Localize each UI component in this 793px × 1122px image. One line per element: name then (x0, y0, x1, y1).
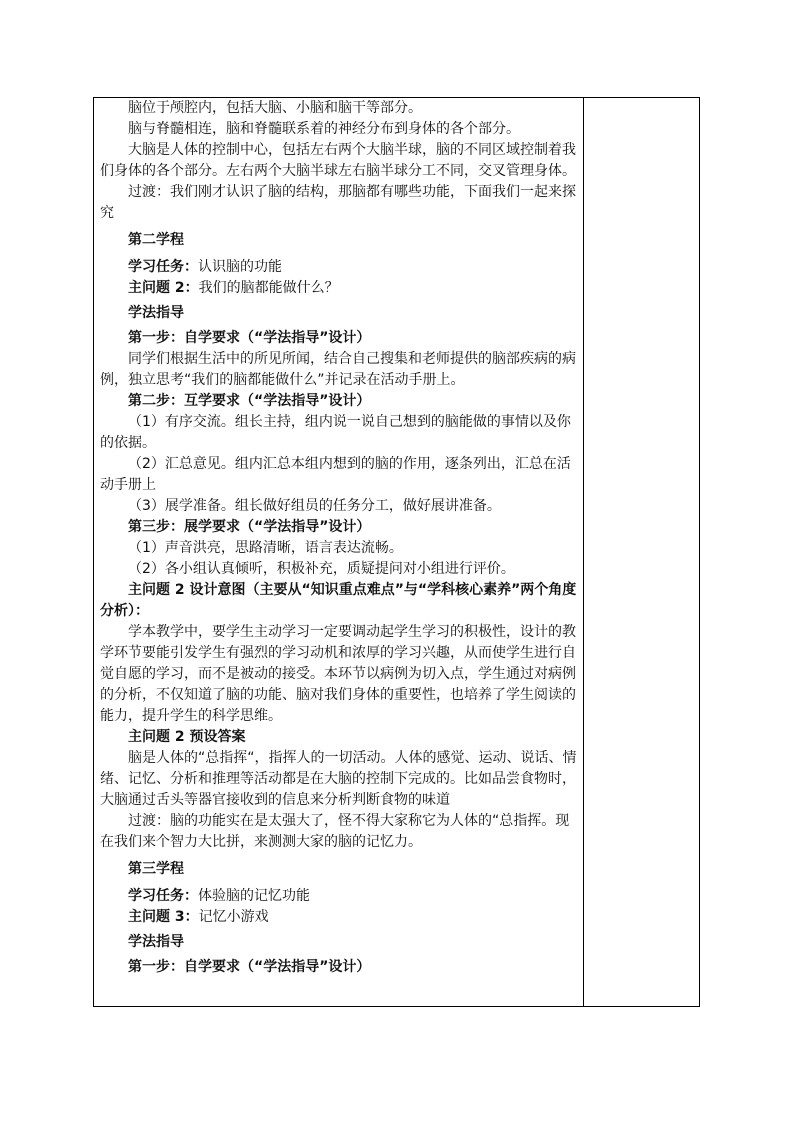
list-item: （2）汇总意见。组内汇总本组内想到的脑的作用，逐条列出，汇总在活动手册上 (100, 456, 571, 493)
list-item: （1）有序交流。组长主持，组内说一说自己想到的脑能做的事情以及你的依据。 (100, 414, 571, 451)
task-label: 学习任务： (128, 888, 198, 904)
question-label: 主问题 2： (128, 280, 199, 296)
paragraph: 同学们根据生活中的所见所闻，结合自己搜集和老师提供的脑部疾病的病例，独立思考“我们的脑都能做什么”并记录在活动手册上。 (100, 351, 576, 388)
paragraph: 学本教学中，要学生主动学习一定要调动起学生学习的积极性，设计的教学环节要能引发学生有强烈的学习动机和浓厚的学习兴趣，从而使学生进行自觉自愿的学习，而不是被动的接受。本环节以病例为切入点，学生通过对病例的分析，不仅知道了脑的功能、脑对我们身体的重要性，也培养了学生阅读的能力，提升学生的科学思维。 (100, 624, 576, 724)
task-label: 学习任务： (128, 259, 198, 275)
step-heading: 第三步：展学要求（“学法指导”设计） (128, 519, 371, 535)
paragraph: 过渡：脑的功能实在是太强大了，怪不得大家称它为人体的“总指挥。现在我们来个智力大比拼，来测测大家的脑的记忆力。 (100, 813, 570, 850)
subheading: 学法指导 (128, 305, 184, 321)
table-column-divider (583, 97, 584, 1007)
list-item: （1）声音洪亮，思路清晰，语言表达流畅。 (128, 540, 403, 556)
lesson-content-cell (100, 98, 578, 978)
paragraph: 脑与脊髓相连，脑和脊髓联系着的神经分布到身体的各个部分。 (128, 121, 520, 137)
section-heading: 第三学程 (128, 861, 184, 877)
question-line (100, 907, 578, 928)
task-line (100, 886, 578, 907)
subheading: 学法指导 (128, 934, 184, 950)
question-label: 主问题 3： (128, 909, 199, 925)
question-value: 我们的脑都能做什么？ (198, 280, 339, 296)
question-line (100, 278, 578, 299)
step-heading: 第一步：自学要求（“学法指导”设计） (128, 330, 371, 346)
question-value: 记忆小游戏 (198, 909, 269, 925)
paragraph: 脑是人体的“总指挥“，指挥人的一切活动。人体的感觉、运动、说话、情绪、记忆、分析和推理等活动都是在大脑的控制下完成的。比如品尝食物时，大脑通过舌头等器官接收到的信息来分析判断食物的味道 (100, 750, 577, 808)
step-heading: 第一步：自学要求（“学法指导”设计） (128, 959, 371, 975)
task-value: 体验脑的记忆功能 (198, 888, 310, 904)
paragraph: 过渡：我们刚才认识了脑的结构，那脑都有哪些功能，下面我们一起来探究 (100, 184, 576, 221)
task-value: 认识脑的功能 (198, 259, 282, 275)
list-item: （2）各小组认真倾听，积极补充，质疑提问对小组进行评价。 (128, 561, 515, 577)
section-heading: 第二学程 (128, 232, 184, 248)
task-line (100, 257, 578, 278)
paragraph: 脑位于颅腔内，包括大脑、小脑和脑干等部分。 (128, 100, 422, 116)
design-intent-heading: 主问题 2 设计意图（主要从“知识重点难点”与“学科核心素养”两个角度分析）： (100, 582, 577, 619)
answer-heading: 主问题 2 预设答案 (128, 729, 246, 745)
step-heading: 第二步：互学要求（“学法指导”设计） (128, 393, 371, 409)
list-item: （3）展学准备。组长做好组员的任务分工，做好展讲准备。 (128, 498, 501, 514)
paragraph: 大脑是人体的控制中心，包括左右两个大脑半球，脑的不同区域控制着我们身体的各个部分。左右两个大脑半球左右脑半球分工不同，交叉管理身体。 (100, 142, 576, 179)
